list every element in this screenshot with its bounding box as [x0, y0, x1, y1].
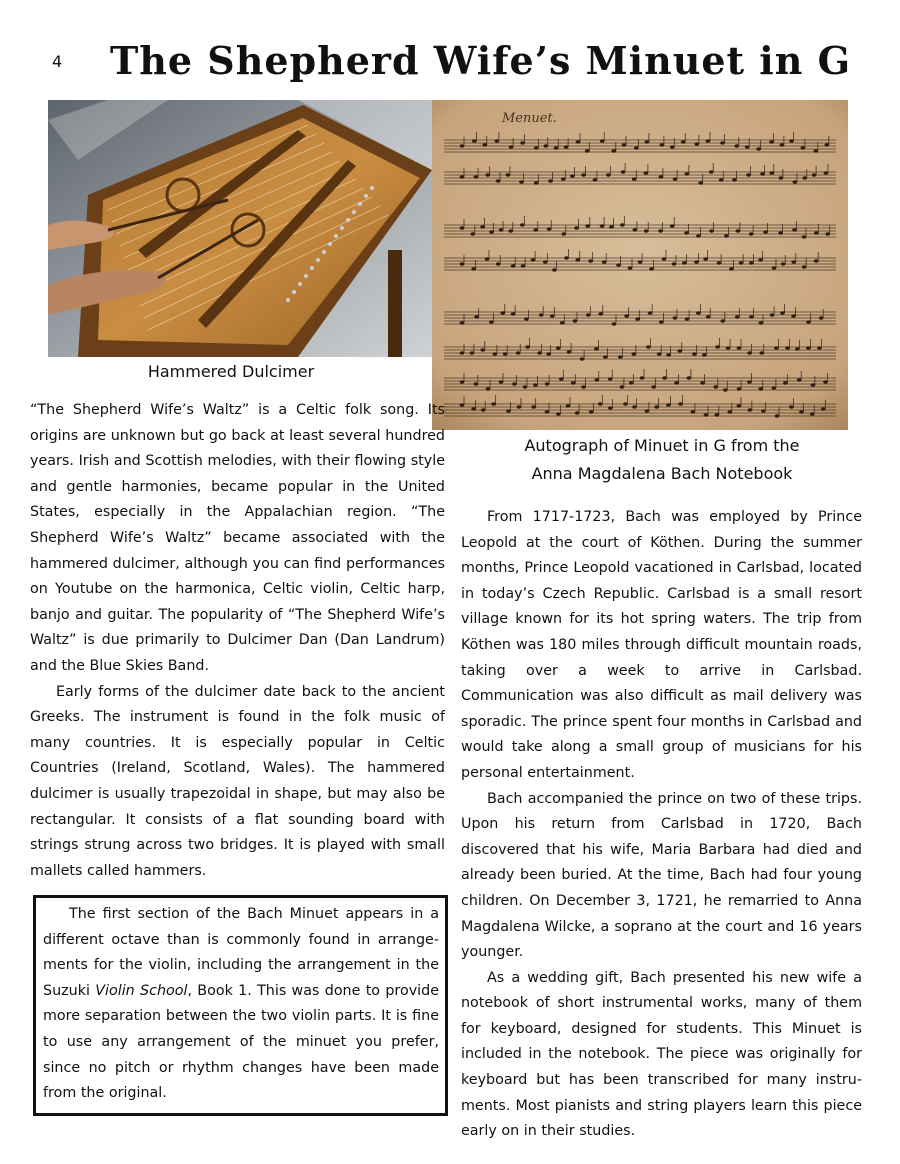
left-paragraph-1: “The Shepherd Wife’s Waltz” is a Celtic folk song. Its origins are unknown but go back at least several hundred years. Irish and Scottish melodies, with their flowing style and gentle harmonies, became popular in the United States, especially in the Appalachian region. “The Shepherd Wife’s Waltz” became associated with the hammered dulcimer, although you can find performances on Youtube on the harmonica, Celtic violin, Celtic harp, banjo and guitar. The popularity of “The Shepherd Wife’s Waltz” is due primarily to Dulcimer Dan (Dan Landrum) and the Blue Skies Band. [30, 402, 445, 674]
right-column [461, 505, 862, 1145]
manuscript-caption-line2: Anna Magdalena Bach Notebook [531, 464, 793, 483]
manuscript-image [432, 100, 848, 430]
manuscript-caption [462, 432, 862, 488]
page-number: 4 [52, 52, 63, 71]
right-paragraph-2: Bach accompanied the prince on two of these trips. Upon his return from Carlsbad in 1720, Bach discovered that his wife, Maria Barbara had died and already been buried. At the time, Bach had four young children. On December 3, 1721, he remarried to Anna Magdalena Wilcke, a soprano at the court and 16 years younger. [461, 790, 862, 961]
manuscript-caption-line1: Autograph of Minuet in G from the [524, 436, 800, 455]
left-paragraph-2: Early forms of the dulcimer date back to the ancient Greeks. The instrument is found in the folk music of many countries. It is especially popular in Celtic Countries (Ireland, Scotland, Wales). The hammered dulcimer is usually trapezoidal in shape, but may also be rectangular. It consists of a flat sounding board with strings strung across two bridges. It is played with small mallets called hammers. [30, 683, 445, 879]
arrangement-note [43, 902, 439, 1107]
left-column [30, 398, 445, 884]
note-text-before: The first section of the Bach Minuet appears in a different octave than is commonly found in arrange-ments for the violin, including the arrangement in the Suzuki [43, 906, 439, 999]
page-title: The Shepherd Wife’s Minuet in G [110, 38, 852, 83]
note-italic-title: Violin School [95, 982, 188, 999]
note-text-after: , Book 1. This was done to provide more separation between the two violin parts. It is fine to use any arrangement of the minuet you prefer, since no pitch or rhythm changes have been made from the original. [43, 982, 440, 1102]
dulcimer-photo [48, 100, 432, 357]
right-paragraph-1: From 1717-1723, Bach was employed by Prince Leopold at the court of Köthen. During the summer months, Prince Leopold vacationed in Carlsbad, located in today’s Czech Republic. Carlsbad is a small resort village known for its hot spring waters. The trip from Köthen was 180 miles through difficult mountain roads, taking over a week to arrive in Carlsbad. Communication was also difficult as mail delivery was sporadic. The prince spent four months in Carlsbad and would take along a small group of musicians for his personal entertainment. [461, 509, 862, 781]
dulcimer-caption: Hammered Dulcimer [147, 362, 315, 381]
right-paragraph-3: As a wedding gift, Bach presented his new wife a notebook of short instrumental works, many of them for keyboard, designed for students. This Minuet is included in the notebook. The piece was originally for keyboard but has been transcribed for many instru-ments. Most pianists and string players learn this piece early on in their studies. [461, 969, 862, 1140]
arrangement-note-box [33, 895, 448, 1116]
manuscript-heading: Menuet. [502, 111, 557, 126]
